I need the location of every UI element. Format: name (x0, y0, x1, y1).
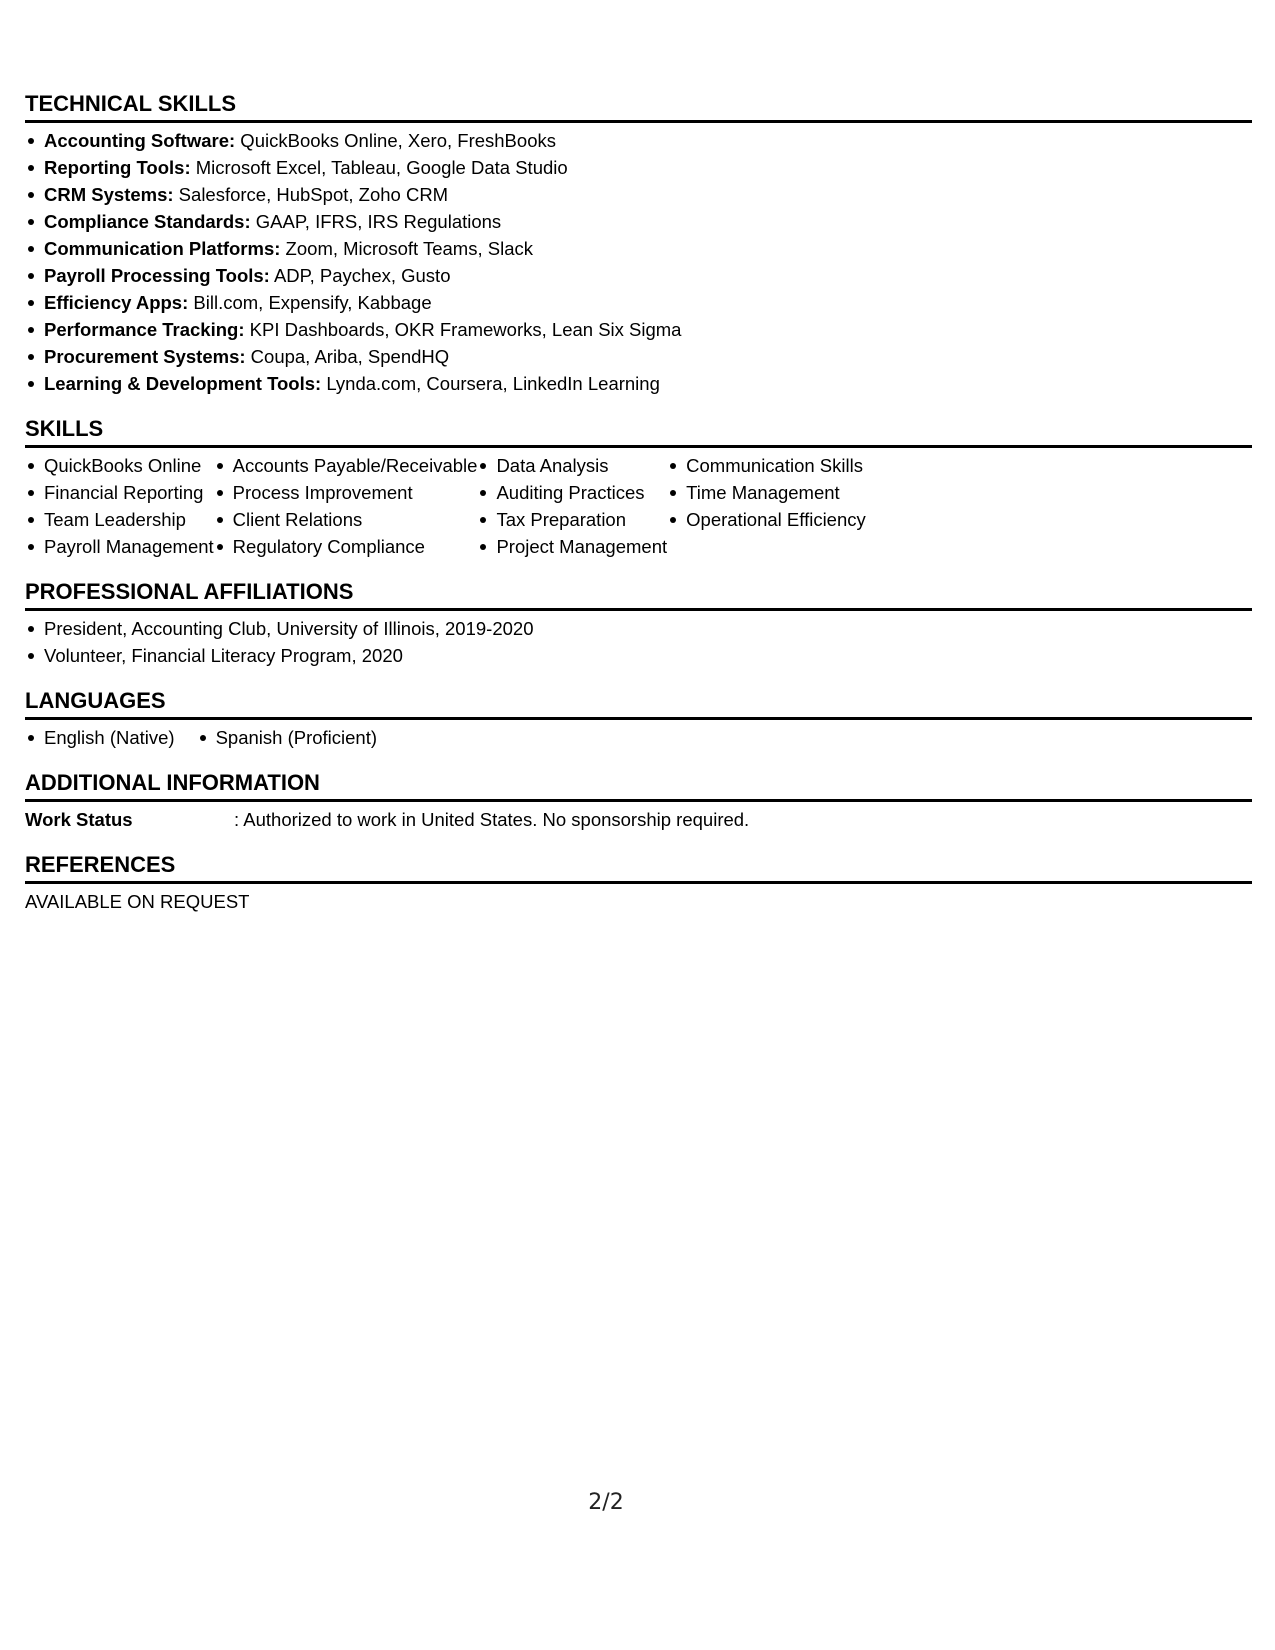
skill-item: Payroll Management (25, 533, 214, 560)
technical-skill-item (25, 262, 1252, 289)
section-divider (25, 120, 1252, 123)
section-divider (25, 799, 1252, 802)
skills-column (25, 452, 214, 560)
references-section (25, 851, 1252, 915)
technical-skill-value: Coupa, Ariba, SpendHQ (245, 346, 450, 367)
affiliations-list (25, 615, 1252, 669)
skill-item: Regulatory Compliance (214, 533, 478, 560)
spacer (25, 669, 1252, 687)
technical-skill-label: Accounting Software: (44, 130, 236, 151)
skills-heading: SKILLS (25, 416, 104, 441)
skills-grid (25, 452, 1252, 560)
languages-list (25, 724, 1252, 751)
skill-item: Auditing Practices (477, 479, 667, 506)
affiliations-section (25, 578, 1252, 669)
skill-item: QuickBooks Online (25, 452, 214, 479)
section-divider (25, 717, 1252, 720)
section-divider (25, 881, 1252, 884)
language-item: English (Native) (25, 724, 175, 751)
technical-skills-list (25, 127, 1252, 397)
work-status-value: : Authorized to work in United States. No sponsorship required. (234, 809, 750, 830)
technical-skill-value: Salesforce, HubSpot, Zoho CRM (173, 184, 449, 205)
affiliation-item: President, Accounting Club, University of Illinois, 2019-2020 (25, 615, 1252, 642)
skill-item: Operational Efficiency (667, 506, 866, 533)
page-number: 2/2 (588, 1490, 624, 1515)
language-item: Spanish (Proficient) (197, 724, 377, 751)
technical-skill-item (25, 289, 1252, 316)
technical-skill-label: Communication Platforms: (44, 238, 281, 259)
section-divider (25, 445, 1252, 448)
skill-item: Accounts Payable/Receivable (214, 452, 478, 479)
skill-item: Financial Reporting (25, 479, 214, 506)
technical-skill-value: GAAP, IFRS, IRS Regulations (250, 211, 502, 232)
skills-column (667, 452, 866, 560)
technical-skill-value: Microsoft Excel, Tableau, Google Data Studio (190, 157, 568, 178)
resume-page (25, 90, 1252, 915)
skill-item: Project Management (477, 533, 667, 560)
skills-column (477, 452, 667, 560)
skills-section (25, 415, 1252, 560)
skill-item: Process Improvement (214, 479, 478, 506)
additional-info-heading: ADDITIONAL INFORMATION (25, 770, 320, 795)
technical-skills-heading: TECHNICAL SKILLS (25, 91, 237, 116)
technical-skills-section (25, 90, 1252, 397)
technical-skill-label: Payroll Processing Tools: (44, 265, 270, 286)
technical-skill-label: Procurement Systems: (44, 346, 246, 367)
spacer (25, 833, 1252, 851)
spacer (25, 560, 1252, 578)
skill-item: Client Relations (214, 506, 478, 533)
technical-skill-item (25, 370, 1252, 397)
skill-item: Communication Skills (667, 452, 866, 479)
section-divider (25, 608, 1252, 611)
technical-skill-item (25, 154, 1252, 181)
affiliations-heading: PROFESSIONAL AFFILIATIONS (25, 579, 354, 604)
technical-skill-label: Reporting Tools: (44, 157, 191, 178)
languages-section (25, 687, 1252, 751)
skill-item: Tax Preparation (477, 506, 667, 533)
references-text: AVAILABLE ON REQUEST (25, 891, 250, 912)
references-heading: REFERENCES (25, 852, 176, 877)
technical-skill-label: Compliance Standards: (44, 211, 251, 232)
skill-item: Data Analysis (477, 452, 667, 479)
technical-skill-value: KPI Dashboards, OKR Frameworks, Lean Six Sigma (244, 319, 682, 340)
technical-skill-label: CRM Systems: (44, 184, 174, 205)
technical-skill-label: Learning & Development Tools: (44, 373, 322, 394)
technical-skill-label: Performance Tracking: (44, 319, 245, 340)
technical-skill-item (25, 127, 1252, 154)
affiliation-item: Volunteer, Financial Literacy Program, 2020 (25, 642, 1252, 669)
skill-item: Time Management (667, 479, 866, 506)
work-status-row (25, 806, 1252, 833)
spacer (25, 397, 1252, 415)
technical-skill-value: QuickBooks Online, Xero, FreshBooks (235, 130, 556, 151)
technical-skill-item (25, 316, 1252, 343)
technical-skill-value: Lynda.com, Coursera, LinkedIn Learning (321, 373, 660, 394)
spacer (25, 751, 1252, 769)
skill-item: Team Leadership (25, 506, 214, 533)
additional-info-section (25, 769, 1252, 833)
technical-skill-label: Efficiency Apps: (44, 292, 189, 313)
skills-column (214, 452, 478, 560)
work-status-label: Work Status (25, 809, 133, 830)
technical-skill-item (25, 235, 1252, 262)
technical-skill-item (25, 181, 1252, 208)
technical-skill-value: ADP, Paychex, Gusto (269, 265, 451, 286)
languages-heading: LANGUAGES (25, 688, 166, 713)
technical-skill-value: Zoom, Microsoft Teams, Slack (280, 238, 533, 259)
technical-skill-item (25, 208, 1252, 235)
technical-skill-item (25, 343, 1252, 370)
technical-skill-value: Bill.com, Expensify, Kabbage (188, 292, 432, 313)
